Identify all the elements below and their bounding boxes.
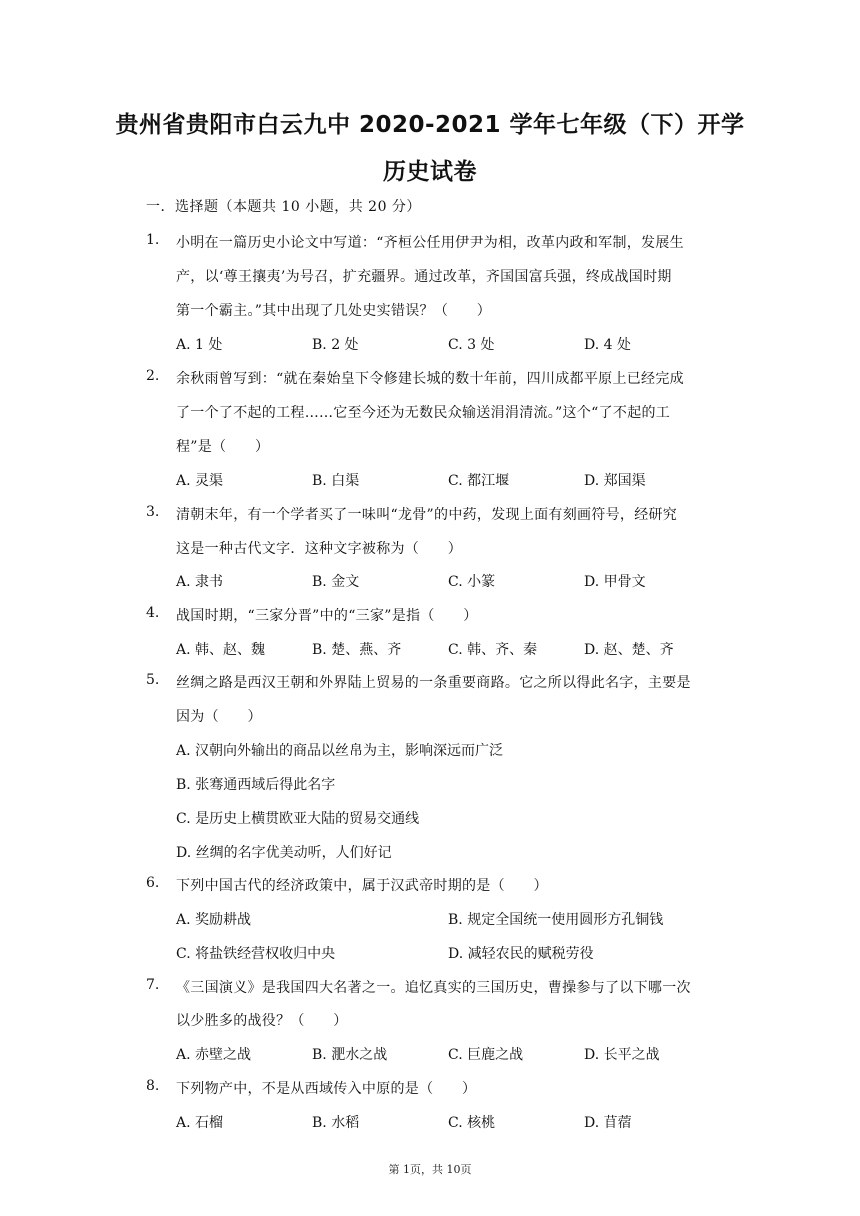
question-2-number: 2. (146, 368, 160, 384)
question-8-option-c: C. 核桃 (448, 1115, 496, 1131)
question-7-text: 《三国演义》是我国四大名著之一。追忆真实的三国历史，曹操参与了以下哪一次 (176, 980, 691, 996)
question-2-option-d: D. 郑国渠 (584, 473, 646, 489)
question-5-option-d: D. 丝绸的名字优美动听，人们好记 (176, 845, 392, 861)
question-3-number: 3. (146, 504, 160, 520)
page-footer: 第 1页，共 10页 (388, 1163, 472, 1176)
question-4-text: 战国时期，“三家分晋”中的“三家”是指（ ） (176, 608, 478, 624)
question-2-text: 了一个了不起的工程……它至今还为无数民众输送涓涓清流。”这个“了不起的工 (176, 405, 671, 421)
question-5-option-c: C. 是历史上横贯欧亚大陆的贸易交通线 (176, 811, 420, 827)
question-5-text: 丝绸之路是西汉王朝和外界陆上贸易的一条重要商路。它之所以得此名字，主要是 (176, 675, 691, 691)
exam-title-line-2: 历史试卷 (383, 159, 477, 185)
question-4-option-d: D. 赵、楚、齐 (584, 642, 674, 658)
question-7-option-c: C. 巨鹿之战 (448, 1047, 524, 1063)
question-3-text: 清朝末年，有一个学者买了一味叫“龙骨”的中药，发现上面有刻画符号，经研究 (176, 507, 678, 523)
question-1-number: 1. (146, 232, 160, 248)
question-5-option-a: A. 汉朝向外输出的商品以丝帛为主，影响深远而广泛 (176, 743, 504, 759)
question-5-option-b: B. 张骞通西域后得此名字 (176, 777, 336, 793)
question-3-option-a: A. 隶书 (176, 574, 224, 590)
question-4-option-b: B. 楚、燕、齐 (312, 642, 402, 658)
question-3-text: 这是一种古代文字．这种文字被称为（ ） (176, 541, 462, 557)
question-6-option-b: B. 规定全国统一使用圆形方孔铜钱 (448, 912, 664, 928)
question-2-option-c: C. 都江堰 (448, 473, 510, 489)
question-2-text: 程”是（ ） (176, 439, 270, 455)
question-6-option-a: A. 奖励耕战 (176, 912, 252, 928)
question-5-text: 因为（ ） (176, 709, 262, 725)
question-1-text: 小明在一篇历史小论文中写道：“齐桓公任用伊尹为相，改革内政和军制，发展生 (176, 235, 684, 251)
question-4-option-a: A. 韩、赵、魏 (176, 642, 266, 658)
question-8-number: 8. (146, 1078, 160, 1094)
question-3-option-c: C. 小篆 (448, 574, 496, 590)
question-7-option-b: B. 淝水之战 (312, 1047, 388, 1063)
question-3-option-d: D. 甲骨文 (584, 574, 646, 590)
question-1-option-a: A. 1 处 (176, 337, 223, 353)
question-6-option-c: C. 将盐铁经营权收归中央 (176, 946, 336, 962)
question-6-text: 下列中国古代的经济政策中，属于汉武帝时期的是（ ） (176, 878, 548, 894)
question-1-text: 第一个霸主。”其中出现了几处史实错误？（ ） (176, 303, 492, 319)
question-4-number: 4. (146, 605, 160, 621)
section-heading: 一．选择题（本题共 10 小题，共 20 分） (146, 199, 421, 215)
question-6-option-d: D. 减轻农民的赋税劳役 (448, 946, 594, 962)
question-8-option-a: A. 石榴 (176, 1115, 224, 1131)
exam-title-line-1: 贵州省贵阳市白云九中 2020-2021 学年七年级（下）开学 (115, 112, 745, 138)
question-7-option-a: A. 赤壁之战 (176, 1047, 252, 1063)
question-3-option-b: B. 金文 (312, 574, 360, 590)
question-7-option-d: D. 长平之战 (584, 1047, 660, 1063)
question-6-number: 6. (146, 875, 160, 891)
question-7-number: 7. (146, 977, 160, 993)
question-8-option-d: D. 苜蓿 (584, 1115, 632, 1131)
question-8-text: 下列物产中，不是从西域传入中原的是（ ） (176, 1081, 477, 1097)
question-2-option-a: A. 灵渠 (176, 473, 224, 489)
question-5-number: 5. (146, 672, 160, 688)
question-1-option-c: C. 3 处 (448, 337, 495, 353)
question-2-text: 余秋雨曾写到：“就在秦始皇下令修建长城的数十年前，四川成都平原上已经完成 (176, 371, 684, 387)
question-4-option-c: C. 韩、齐、秦 (448, 642, 538, 658)
question-1-option-b: B. 2 处 (312, 337, 359, 353)
question-2-option-b: B. 白渠 (312, 473, 360, 489)
question-1-text: 产，以‘尊王攘夷’为号召，扩充疆界。通过改革，齐国国富兵强，终成战国时期 (176, 269, 672, 285)
question-7-text: 以少胜多的战役？（ ） (176, 1013, 348, 1029)
question-8-option-b: B. 水稻 (312, 1115, 360, 1131)
question-1-option-d: D. 4 处 (584, 337, 631, 353)
